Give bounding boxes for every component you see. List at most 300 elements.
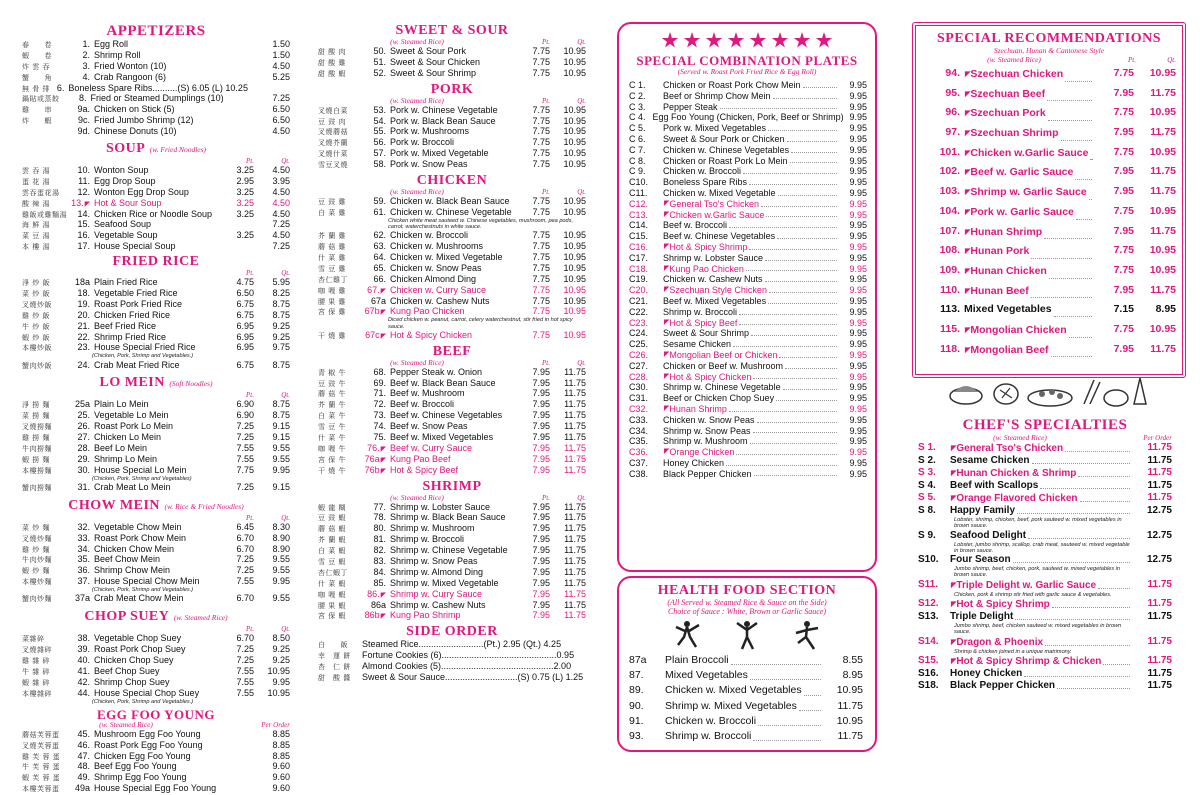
- item-name: Pork w. Snow Peas: [390, 159, 468, 170]
- special-item-row[interactable]: [916, 64, 1176, 84]
- combo-code: C33.: [629, 414, 649, 425]
- menu-item-row[interactable]: [22, 421, 290, 432]
- combination-row[interactable]: [629, 285, 867, 296]
- combination-row[interactable]: [629, 415, 867, 426]
- menu-item-row[interactable]: [318, 196, 586, 207]
- combination-row[interactable]: [629, 80, 867, 91]
- chef-item-row[interactable]: [918, 530, 1172, 542]
- combo-name: Sweet & Sour Shrimp: [663, 328, 750, 339]
- menu-item-row[interactable]: [22, 677, 290, 688]
- chinese-name: 雞 雜 碎: [22, 657, 50, 666]
- dot-leader: [1051, 341, 1092, 358]
- chef-name-wrap: [950, 554, 1132, 566]
- menu-item-row[interactable]: [318, 589, 586, 600]
- chef-name-wrap: [950, 611, 1132, 623]
- menu-item-row[interactable]: [318, 252, 586, 263]
- pepper-icon: ◤: [965, 110, 971, 118]
- menu-item-row[interactable]: [318, 534, 586, 545]
- combination-row[interactable]: [629, 177, 867, 188]
- menu-item-row[interactable]: [318, 285, 586, 296]
- item-name: Beef w. Mushroom: [390, 388, 465, 399]
- menu-item-row[interactable]: [22, 772, 290, 783]
- price-quart: 10.95: [563, 159, 586, 170]
- menu-item-row[interactable]: [22, 230, 290, 241]
- combination-row[interactable]: [629, 210, 867, 221]
- menu-item-row[interactable]: [22, 751, 290, 762]
- dot-leader: [1017, 505, 1130, 514]
- item-name: Black Pepper Chicken: [950, 679, 1056, 691]
- chef-name-wrap: [950, 668, 1132, 680]
- combo-name-wrap: [663, 274, 839, 285]
- special-item-row[interactable]: [916, 202, 1176, 222]
- combo-name-wrap: [663, 91, 839, 102]
- combination-row[interactable]: [629, 469, 867, 480]
- menu-item-row[interactable]: [22, 666, 290, 677]
- price-quart: 9.95: [272, 576, 290, 587]
- menu-item-row[interactable]: [22, 593, 290, 604]
- chinese-name: 菜 炒 飯: [22, 290, 50, 299]
- menu-item-row[interactable]: [318, 105, 586, 116]
- price-pint: 7.75: [532, 329, 550, 340]
- chef-item-row[interactable]: [918, 455, 1172, 467]
- combination-row[interactable]: [629, 426, 867, 437]
- menu-item-row[interactable]: [22, 399, 290, 410]
- combination-row[interactable]: [629, 361, 867, 372]
- chef-item-row[interactable]: [918, 655, 1172, 668]
- health-item-row[interactable]: [629, 683, 863, 698]
- combination-row[interactable]: [629, 339, 867, 350]
- health-item-row[interactable]: [629, 729, 863, 744]
- combination-row[interactable]: [629, 123, 867, 134]
- health-item-row[interactable]: [629, 653, 863, 668]
- menu-item-row[interactable]: [22, 187, 290, 198]
- chinese-name: 本樓炒飯: [22, 344, 52, 353]
- item-number: 3.: [82, 60, 90, 71]
- item-number: 67.◤: [367, 284, 386, 295]
- menu-item-row[interactable]: [22, 655, 290, 666]
- chef-item-row[interactable]: [918, 611, 1172, 623]
- combination-row[interactable]: [629, 156, 867, 167]
- menu-item-row[interactable]: [22, 576, 290, 587]
- item-price: 11.75: [1147, 492, 1172, 503]
- special-item-row[interactable]: [916, 281, 1176, 301]
- combo-code: C 7.: [629, 144, 646, 155]
- item-number: 62.: [373, 230, 386, 241]
- menu-item-row[interactable]: [22, 533, 290, 544]
- menu-item-row[interactable]: [318, 378, 586, 389]
- chef-item-row[interactable]: [918, 505, 1172, 517]
- item-number: 45.: [77, 728, 90, 739]
- combo-name-wrap: [653, 112, 848, 123]
- menu-item-row[interactable]: [318, 578, 586, 589]
- chef-item-row[interactable]: [918, 598, 1172, 611]
- special-item-row[interactable]: [916, 340, 1176, 360]
- health-item-row[interactable]: [629, 668, 863, 683]
- menu-item-row[interactable]: [22, 310, 290, 321]
- menu-item-row[interactable]: [22, 50, 290, 61]
- menu-item-row[interactable]: [22, 454, 290, 465]
- menu-item-row[interactable]: [22, 61, 290, 72]
- menu-item-row[interactable]: [22, 729, 290, 740]
- menu-item-row[interactable]: [22, 740, 290, 751]
- menu-item-row[interactable]: [22, 219, 290, 230]
- item-name: Pork w. Broccoli: [390, 137, 455, 148]
- price-quart: 10.95: [563, 115, 586, 126]
- item-number: 68.: [373, 366, 386, 377]
- combination-row[interactable]: [629, 274, 867, 285]
- combination-row[interactable]: [629, 231, 867, 242]
- special-item-row[interactable]: [916, 300, 1176, 320]
- item-name: Fried Wonton (10): [94, 60, 167, 71]
- combo-name: Honey Chicken: [663, 457, 725, 468]
- menu-item-row[interactable]: [22, 443, 290, 454]
- price-pint: 6.95: [236, 320, 254, 331]
- price-quart: 9.55: [272, 593, 290, 604]
- item-name: Happy Family: [950, 505, 1016, 516]
- chef-item-row[interactable]: [918, 554, 1172, 566]
- menu-item-row[interactable]: [318, 454, 586, 465]
- item-name: Chicken w. Cashew Nuts: [390, 295, 490, 306]
- menu-item-row[interactable]: [318, 512, 586, 523]
- item-number: 118.: [940, 342, 960, 355]
- health-item-row[interactable]: [629, 699, 863, 714]
- dot-leader: [1061, 124, 1093, 141]
- item-number: 2.: [82, 49, 90, 60]
- combination-row[interactable]: [629, 134, 867, 145]
- chinese-name: 叉燒炒飯: [22, 300, 52, 309]
- combo-code: C 1.: [629, 80, 646, 90]
- health-item-row[interactable]: [629, 714, 863, 729]
- price-pint: 7.95: [532, 588, 550, 599]
- menu-item-row[interactable]: [22, 72, 290, 83]
- menu-item-row[interactable]: [318, 523, 586, 534]
- item-price: 11.75: [1147, 598, 1172, 610]
- menu-item-row[interactable]: [318, 263, 586, 274]
- side-order-row[interactable]: [318, 661, 586, 672]
- menu-item-row[interactable]: [22, 565, 290, 576]
- combination-row[interactable]: [629, 112, 867, 123]
- combination-row[interactable]: [629, 447, 867, 458]
- item-number: 28.: [77, 443, 90, 454]
- side-order-row[interactable]: [318, 672, 586, 683]
- menu-item-row[interactable]: [318, 207, 586, 218]
- qt-label: Qt.: [577, 38, 586, 46]
- menu-item-row[interactable]: [22, 198, 290, 209]
- chef-item-row[interactable]: [918, 492, 1172, 505]
- menu-item-row[interactable]: [318, 556, 586, 567]
- dot-leader: [754, 469, 837, 477]
- menu-item-row[interactable]: [318, 399, 586, 410]
- menu-item-row[interactable]: [318, 545, 586, 556]
- chef-code: S 8.: [918, 505, 936, 516]
- combo-name-wrap: [663, 447, 839, 458]
- item-name: Chicken w. Curry Sauce: [390, 284, 487, 295]
- menu-item-row[interactable]: [22, 360, 290, 371]
- pepper-icon: ◤: [965, 267, 971, 275]
- menu-item-row[interactable]: [22, 633, 290, 644]
- pork-list: [318, 105, 586, 170]
- menu-item-row[interactable]: [318, 306, 586, 317]
- combo-price: 9.95: [849, 328, 867, 339]
- price-quart: 11.75: [564, 377, 586, 388]
- combo-code: C 8.: [629, 155, 646, 166]
- menu-item-row[interactable]: [22, 299, 290, 310]
- price-pint: 7.75: [532, 196, 550, 207]
- menu-item-row[interactable]: [318, 567, 586, 578]
- menu-item-row[interactable]: [22, 126, 290, 137]
- item-name: Crab Meat Chow Mein: [94, 593, 184, 604]
- menu-item-row[interactable]: [22, 104, 290, 115]
- dot-leader: [1103, 656, 1130, 665]
- chow-mein-list: [22, 522, 290, 604]
- dot-leader: [749, 242, 837, 250]
- price-pint: 7.95: [1113, 224, 1134, 237]
- chinese-name: 宮 保 牛: [318, 455, 346, 464]
- dot-leader: [1024, 668, 1130, 677]
- combination-row[interactable]: [629, 436, 867, 447]
- menu-item-row[interactable]: [318, 230, 586, 241]
- beef-title: BEEF: [432, 343, 472, 359]
- special-name-wrap: [960, 341, 1094, 361]
- combination-row[interactable]: [629, 307, 867, 318]
- menu-item-row[interactable]: [22, 93, 290, 104]
- menu-item-row[interactable]: [22, 321, 290, 332]
- special-name-wrap: [960, 223, 1094, 243]
- menu-item-row[interactable]: [318, 421, 586, 432]
- chinese-name: 本樓芙蓉蛋: [22, 785, 60, 794]
- item-name: Shrimp w. Snow Peas: [390, 555, 478, 566]
- special-item-row[interactable]: [916, 103, 1176, 123]
- chicken-list: [318, 196, 586, 341]
- chinese-name: 酸 辣 湯: [22, 199, 50, 208]
- menu-item-row[interactable]: [22, 39, 290, 50]
- item-number: 4.: [82, 71, 90, 82]
- dot-leader: [1045, 637, 1130, 646]
- dot-leader: [765, 253, 837, 261]
- item-name: Beef Lo Mein: [94, 443, 148, 454]
- special-item-row[interactable]: [916, 84, 1176, 104]
- menu-item-row[interactable]: [22, 410, 290, 421]
- pepper-icon: ◤: [380, 309, 386, 317]
- combo-code: C10.: [629, 177, 649, 188]
- menu-item-row[interactable]: [318, 68, 586, 79]
- special-item-row[interactable]: [916, 261, 1176, 281]
- special-item-row[interactable]: [916, 123, 1176, 143]
- menu-item-row[interactable]: [318, 148, 586, 159]
- menu-item-row[interactable]: [22, 176, 290, 187]
- combo-code: C 9.: [629, 166, 646, 177]
- price-quart: 11.75: [564, 566, 586, 577]
- menu-item-row[interactable]: [22, 342, 290, 353]
- dot-leader: [790, 156, 837, 164]
- menu-item-row[interactable]: [318, 137, 586, 148]
- combination-row[interactable]: [629, 393, 867, 404]
- price-quart: 9.55: [272, 565, 290, 576]
- chef-item-row[interactable]: [918, 480, 1172, 492]
- combo-name: Beef w. Broccoli: [663, 220, 728, 231]
- special-name-wrap: [960, 124, 1094, 144]
- chinese-name: 本樓撈麵: [22, 466, 52, 475]
- side-order-row[interactable]: [318, 639, 586, 650]
- menu-item-row[interactable]: [22, 522, 290, 533]
- pepper-icon: ◤: [951, 657, 957, 665]
- menu-item-row[interactable]: [318, 610, 586, 621]
- pepper-icon: ◤: [965, 169, 971, 177]
- menu-item-row[interactable]: [22, 465, 290, 476]
- menu-item-row[interactable]: [318, 443, 586, 454]
- menu-item-row[interactable]: [318, 388, 586, 399]
- price-quart: 3.95: [272, 175, 290, 186]
- menu-item-row[interactable]: [318, 241, 586, 252]
- chef-item-row[interactable]: [918, 467, 1172, 480]
- menu-item-row[interactable]: [318, 126, 586, 137]
- chef-item-row[interactable]: [918, 680, 1172, 692]
- combo-price: 9.95: [849, 209, 867, 220]
- qt-label: Qt.: [281, 391, 290, 400]
- menu-item-row[interactable]: [318, 46, 586, 57]
- star-icon: [816, 32, 833, 49]
- menu-item-row[interactable]: [22, 432, 290, 443]
- item-number: 93.: [629, 729, 644, 742]
- menu-item-row[interactable]: [22, 115, 290, 126]
- sweet-sour-list: [318, 46, 586, 79]
- special-item-row[interactable]: [916, 182, 1176, 202]
- chop-suey-header: [22, 607, 290, 625]
- item-number: 47.: [77, 750, 90, 761]
- dot-leader: [1040, 480, 1130, 489]
- menu-item-row[interactable]: [318, 330, 586, 341]
- per-order-label: Per Order: [1143, 434, 1172, 442]
- combination-row[interactable]: [629, 145, 867, 156]
- special-item-row[interactable]: [916, 241, 1176, 261]
- combination-row[interactable]: [629, 318, 867, 329]
- price-quart: 11.75: [564, 366, 586, 377]
- combination-row[interactable]: [629, 372, 867, 383]
- menu-item-row[interactable]: [318, 465, 586, 476]
- combination-row[interactable]: [629, 199, 867, 210]
- combination-row[interactable]: [629, 188, 867, 199]
- combo-price: 9.95: [849, 177, 867, 188]
- combo-name: Beef w. Chinese Vegetables: [663, 231, 776, 242]
- menu-item-row[interactable]: [22, 277, 290, 288]
- chinese-name: 白 飯: [318, 641, 348, 650]
- price-quart: 11.75: [1150, 283, 1176, 296]
- combo-name-wrap: [663, 156, 839, 167]
- combination-row[interactable]: [629, 458, 867, 469]
- special-item-row[interactable]: [916, 222, 1176, 242]
- chinese-name: 叉燒什菜: [318, 150, 348, 159]
- menu-item-row[interactable]: [22, 165, 290, 176]
- chef-item-row[interactable]: [918, 668, 1172, 680]
- food-illustration: [944, 374, 1154, 410]
- menu-item-row[interactable]: [318, 410, 586, 421]
- combination-row[interactable]: [629, 220, 867, 231]
- price-quart: 11.75: [564, 545, 586, 556]
- appetizers-list: [22, 39, 290, 137]
- dot-leader: [733, 339, 837, 347]
- combination-row[interactable]: [629, 166, 867, 177]
- item-name: Plain Broccoli: [665, 654, 729, 666]
- menu-item-row[interactable]: [22, 288, 290, 299]
- menu-item-row[interactable]: [22, 554, 290, 565]
- combination-row[interactable]: [629, 102, 867, 113]
- item-name: Hunan Chicken: [970, 264, 1047, 277]
- item-name: Beef w. Snow Peas: [390, 421, 468, 432]
- dot-leader: [758, 714, 821, 726]
- chef-item-row[interactable]: [918, 636, 1172, 649]
- menu-item-row[interactable]: [318, 296, 586, 307]
- menu-item-row[interactable]: [22, 241, 290, 252]
- price-quart: 9.15: [272, 481, 290, 492]
- price-quart: 9.15: [272, 421, 290, 432]
- menu-item-row[interactable]: [22, 332, 290, 343]
- menu-item-row[interactable]: [318, 159, 586, 170]
- combination-row[interactable]: [629, 264, 867, 275]
- menu-item-row[interactable]: [22, 544, 290, 555]
- menu-item-row[interactable]: [318, 600, 586, 611]
- menu-item-row[interactable]: [318, 502, 586, 513]
- menu-item-row[interactable]: [318, 274, 586, 285]
- special-item-row[interactable]: [916, 143, 1176, 163]
- combination-row[interactable]: [629, 253, 867, 264]
- menu-item-row[interactable]: [22, 783, 290, 794]
- combo-name: Sweet & Sour Pork or Chicken: [663, 133, 785, 144]
- pt-label: Pt.: [246, 513, 254, 522]
- menu-item-row[interactable]: [22, 761, 290, 772]
- combination-row[interactable]: [629, 382, 867, 393]
- combination-row[interactable]: [629, 350, 867, 361]
- chow-mein-subtitle: (w. Rice & Fried Noodles): [164, 501, 244, 511]
- price-quart: 10.95: [563, 306, 586, 317]
- combination-row[interactable]: [629, 91, 867, 102]
- item-name: Beef w. Broccoli: [390, 399, 455, 410]
- price-quart: 8.75: [272, 298, 290, 309]
- chef-name-wrap: [950, 580, 1132, 592]
- combination-row[interactable]: [629, 328, 867, 339]
- menu-item-row[interactable]: [22, 688, 290, 699]
- menu-item-row[interactable]: [22, 482, 290, 493]
- chef-item-row[interactable]: [918, 442, 1172, 455]
- menu-item-row[interactable]: [22, 209, 290, 220]
- special-item-row[interactable]: [916, 320, 1176, 340]
- combo-name: Orange Chicken: [669, 447, 735, 458]
- price-quart: 9.55: [272, 443, 290, 454]
- chinese-name: 宮 保 雞: [318, 308, 346, 317]
- menu-item-row[interactable]: [318, 57, 586, 68]
- combination-row[interactable]: [629, 242, 867, 253]
- menu-item-row[interactable]: [318, 367, 586, 378]
- item-name: Hunan Shrimp: [970, 225, 1043, 238]
- combination-row[interactable]: [629, 296, 867, 307]
- price-pint: 6.70: [236, 532, 254, 543]
- chinese-name: 甜 酸 醬: [318, 674, 351, 682]
- menu-item-row[interactable]: [318, 432, 586, 443]
- price-quart: 10.95: [563, 230, 586, 241]
- combination-row[interactable]: [629, 404, 867, 415]
- egg-foo-young-title: EGG FOO YOUNG: [97, 706, 215, 722]
- item-price: 12.75: [1146, 529, 1172, 541]
- price-quart: 11.75: [564, 453, 586, 464]
- chef-code: S 4.: [918, 480, 936, 491]
- special-item-row[interactable]: [916, 162, 1176, 182]
- side-order-row[interactable]: [318, 650, 586, 661]
- chef-item-row[interactable]: [918, 579, 1172, 592]
- price-quart: 9.55: [272, 554, 290, 565]
- item-name: Beef w. Curry Sauce: [390, 442, 473, 453]
- menu-item-row[interactable]: [22, 644, 290, 655]
- menu-item-row[interactable]: [22, 83, 290, 94]
- menu-item-row[interactable]: [318, 116, 586, 127]
